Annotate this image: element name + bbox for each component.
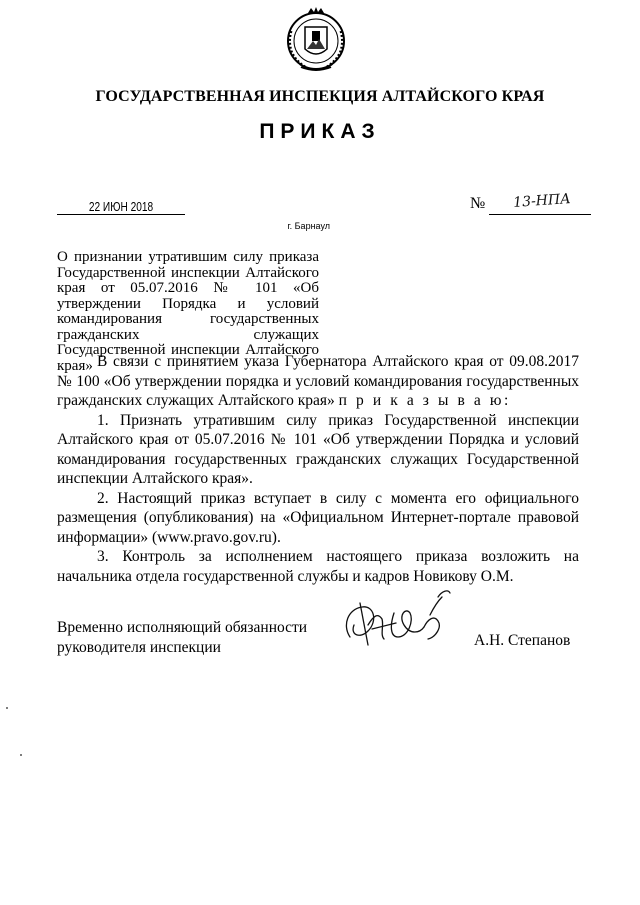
date-underline [57, 214, 185, 215]
city-label: г. Барнаул [287, 221, 330, 231]
signer-name: А.Н. Степанов [474, 632, 571, 649]
number-underline [489, 214, 591, 215]
handwritten-signature [338, 585, 456, 651]
order-word: п р и к а з ы в а ю: [338, 392, 511, 409]
document-type-heading: ПРИКАЗ [259, 120, 381, 143]
organization-title: ГОСУДАРСТВЕННАЯ ИНСПЕКЦИЯ АЛТАЙСКОГО КРАЯ [95, 88, 545, 105]
order-body [57, 352, 579, 586]
preamble-paragraph [57, 352, 579, 411]
order-item-1: 1. Признать утратившим силу приказ Государственной инспекции Алтайского края от 05.07.2016 № 101 «Об утверждении Порядка и условий командирования государственных гражданских служащих Государственной инспекции Алтайского края». [57, 411, 579, 487]
document-number-handwritten: 13-НПА [512, 191, 572, 211]
order-item-3: 3. Контроль за исполнением настоящего приказа возложить на начальника отдела государственной службы и кадров Новикову О.М. [57, 548, 579, 585]
coat-of-arms-emblem [283, 7, 349, 77]
order-subject: О признании утратившим силу приказа Государственной инспекции Алтайского края от 05.07.2016 № 101 «Об утверждении Порядка и условий командирования государственных гражданских служащих Государственной инспекции Алтайского края» [57, 249, 319, 374]
preamble-text: В связи с принятием указа Губернатора Алтайского края от 09.08.2017 № 100 «Об утверждении порядка и условий командирования государственных гражданских служащих Алтайского края» [57, 353, 579, 409]
document-date: 22 ИЮН 2018 [88, 199, 154, 214]
scan-artifact-dot [20, 754, 22, 756]
scan-artifact-dot [6, 707, 8, 709]
signer-position [57, 618, 327, 657]
number-label: № [470, 195, 486, 212]
order-item-2: 2. Настоящий приказ вступает в силу с момента его официального размещения (опубликования) на «Официальном Интернет-портале правовой информации» (www.pravo.gov.ru). [57, 489, 579, 546]
signer-position-line-2: руководителя инспекции [57, 638, 221, 656]
signer-position-line-1: Временно исполняющий обязанности [57, 619, 308, 636]
